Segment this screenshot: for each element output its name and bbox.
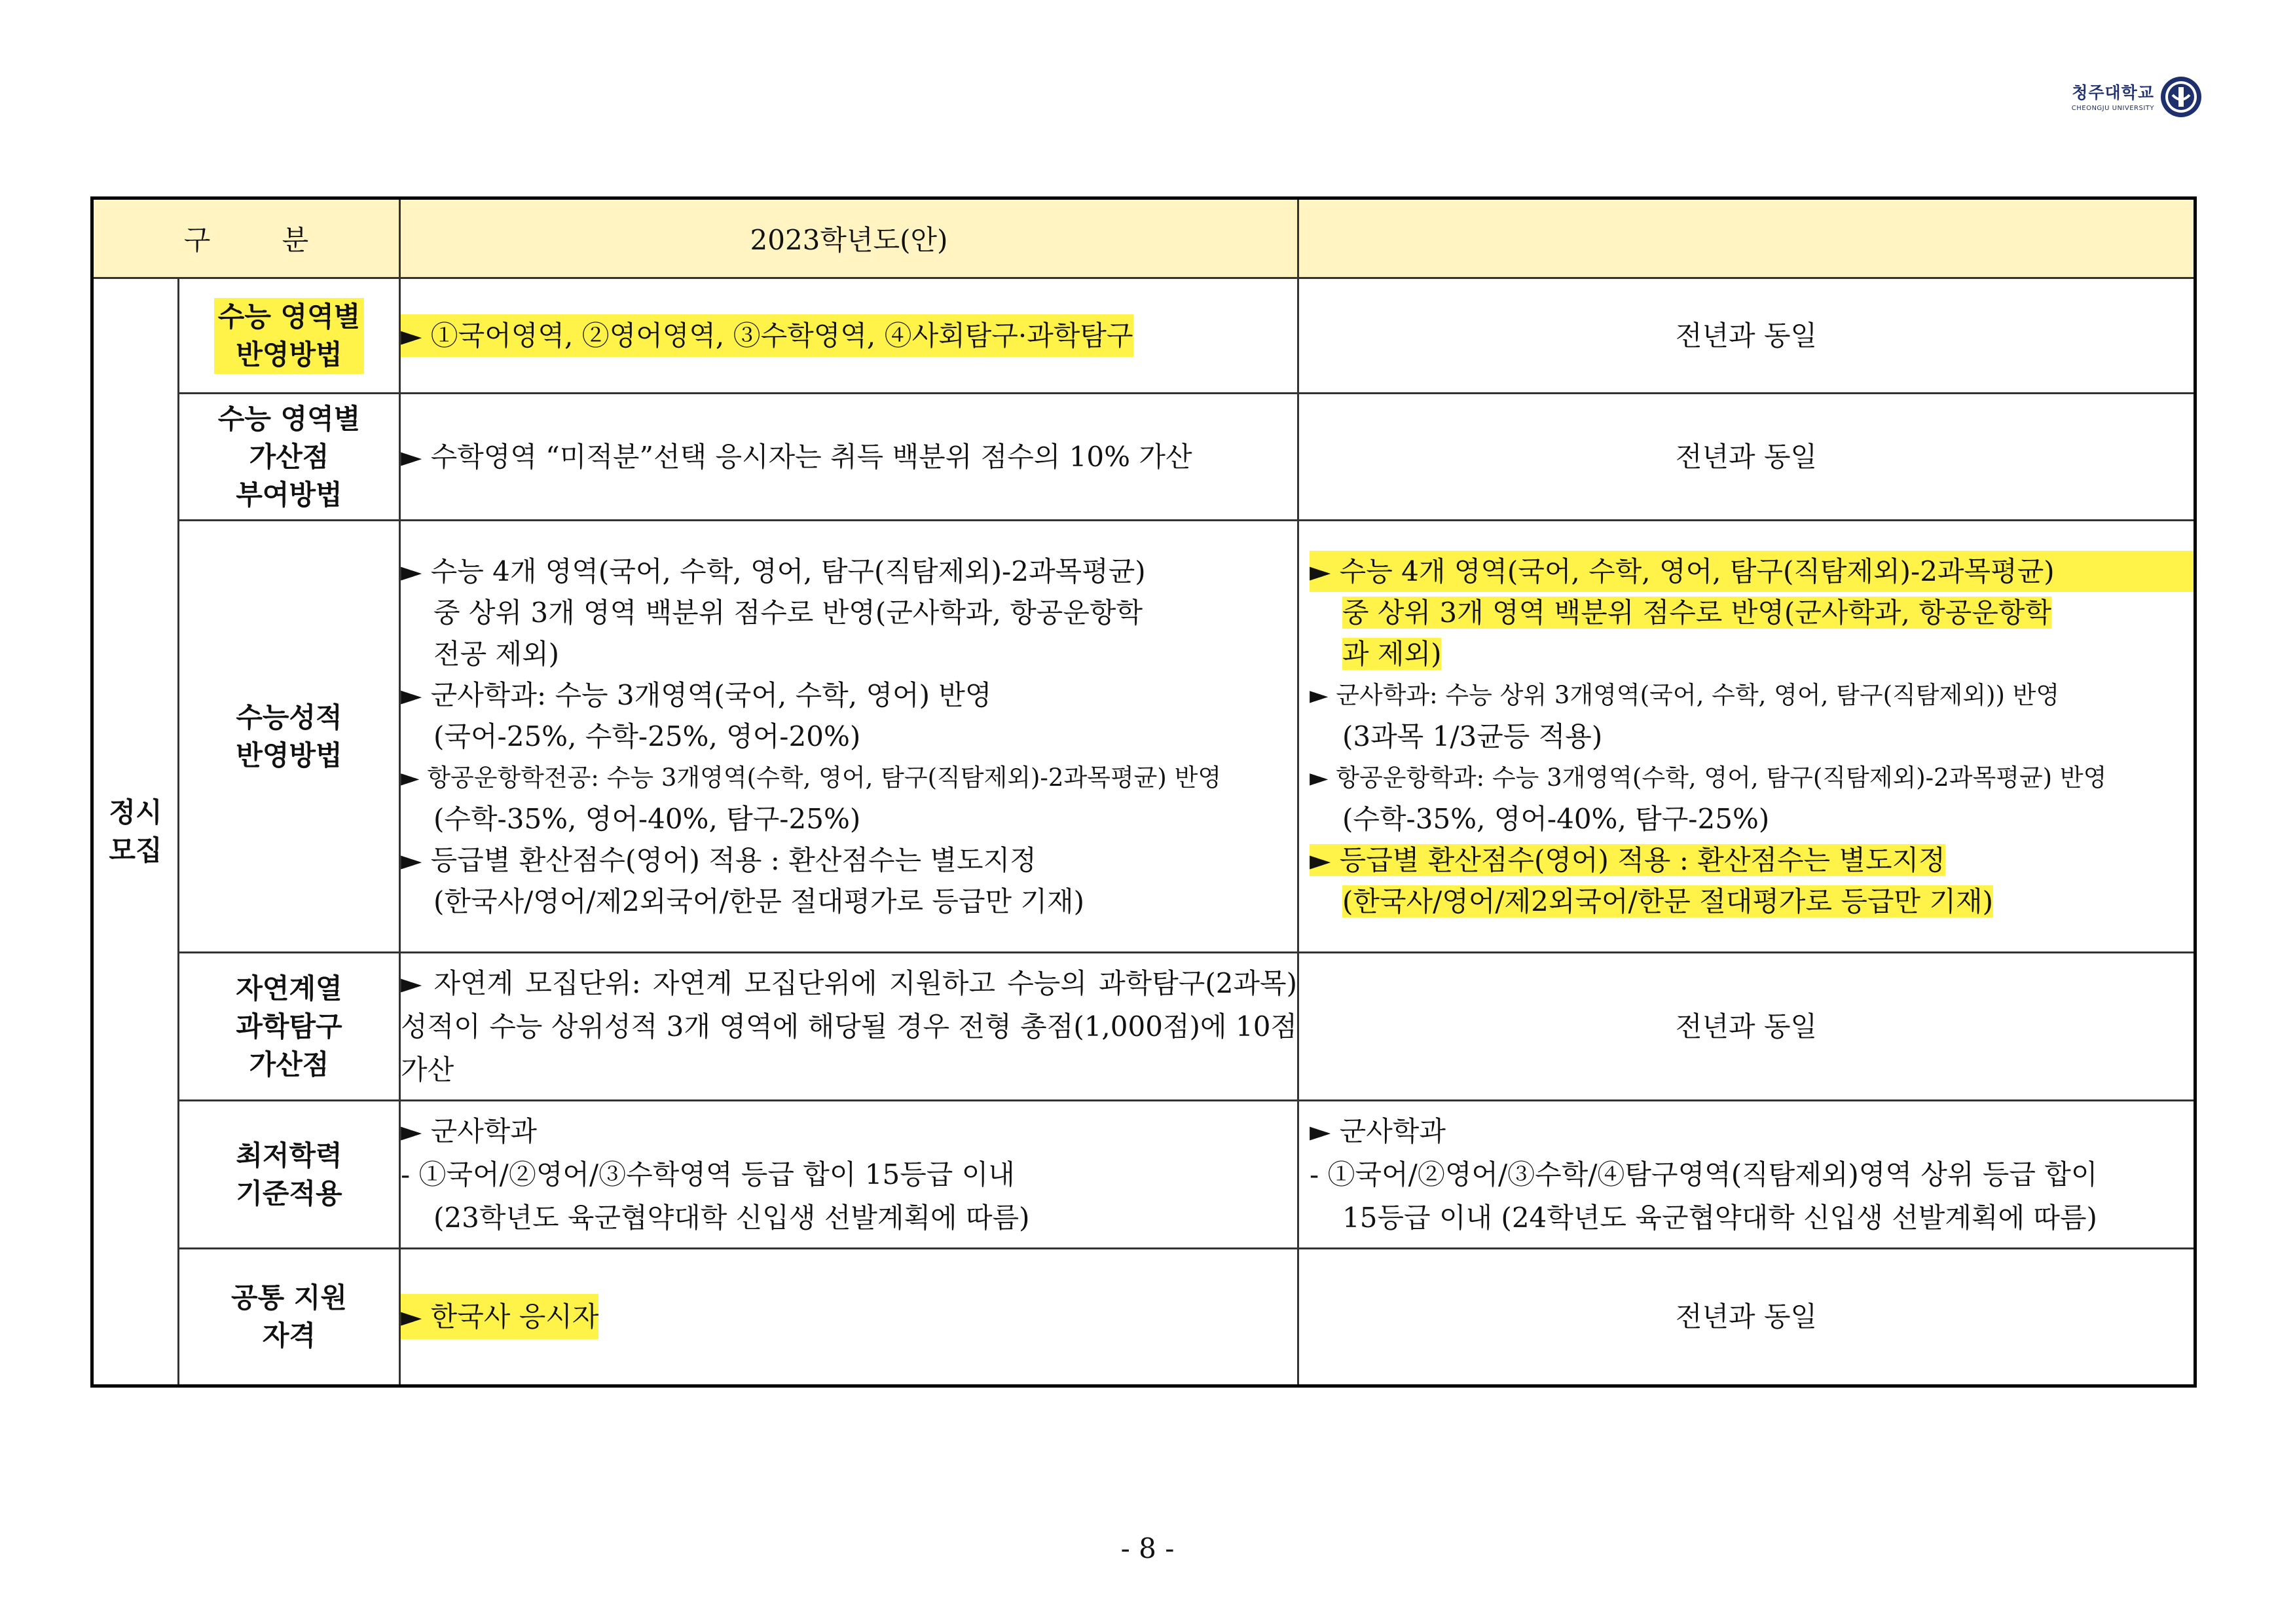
row-2023-science: ► 자연계 모집단위: 자연계 모집단위에 지원하고 수능의 과학탐구(2과목) 성적이 수능 상위성적 3개 영역에 해당될 경우 전형 총점(1,000점)에 10점 가산 (400, 953, 1298, 1101)
university-seal-icon (2159, 75, 2203, 119)
row-2024-eligibility: 전년과 동일 (1298, 1249, 2195, 1386)
row-label-eligibility: 공통 지원 자격 (179, 1249, 400, 1386)
logo-name-en: CHEONGJU UNIVERSITY (2071, 105, 2154, 112)
header-category: 구 분 (92, 198, 400, 278)
table-header-row (92, 198, 2195, 278)
row-2024-minimum: ► 군사학과 - ①국어/②영어/③수학/④탐구영역(직탐제외)영역 상위 등급 합이 15등급 이내 (24학년도 육군협약대학 신입생 선발계획에 따름) (1298, 1101, 2195, 1249)
table-row (92, 278, 2195, 394)
row-label-bonus: 수능 영역별 가산점 부여방법 (179, 394, 400, 521)
row-2023-bonus: ► 수학영역 “미적분”선택 응시자는 취득 백분위 점수의 10% 가산 (400, 394, 1298, 521)
row-label-minimum: 최저학력 기준적용 (179, 1101, 400, 1249)
row-label-reflection: 수능 영역별 반영방법 (179, 278, 400, 394)
row-2024-bonus: 전년과 동일 (1298, 394, 2195, 521)
row-label-score: 수능성적 반영방법 (179, 521, 400, 953)
category-cell (92, 278, 179, 1386)
table-row (92, 521, 2195, 953)
row-2024-reflection: 전년과 동일 (1298, 278, 2195, 394)
table-row (92, 1101, 2195, 1249)
header-2023: 2023학년도(안) (400, 198, 1298, 278)
category-line-2: 모집 (109, 834, 162, 866)
row-2023-score: ► 수능 4개 영역(국어, 수학, 영어, 탐구(직탐제외)-2과목평균) 중 상위 3개 영역 백분위 점수로 반영(군사학과, 항공운항학 전공 제외) ► 군사학과: 수능 3개영역(국어, 수학, 영어) 반영 (국어-25%, 수학-25%, 영어-20%) ► 항공운항학전공: 수능 3개영역(수학, 영어, 탐구(직탐제외)-2과목평균) 반영 (수학-35%, 영어-40%, 탐구-25%) ► 등급별 환산점수(영어) 적용 : 환산점수는 별도지정 (한국사/영어/제2외국어/한문 절대평가로 등급만 기재) (400, 521, 1298, 953)
table-row (92, 953, 2195, 1101)
row-2024-score: ► 수능 4개 영역(국어, 수학, 영어, 탐구(직탐제외)-2과목평균) 중 상위 3개 영역 백분위 점수로 반영(군사학과, 항공운항학 과 제외) ► 군사학과: 수능 상위 3개영역(국어, 수학, 영어, 탐구(직탐제외)) 반영 (3과목 1/3균등 적용) ► 항공운항학과: 수능 3개영역(수학, 영어, 탐구(직탐제외)-2과목평균) 반영 (수학-35%, 영어-40%, 탐구-25%) ► 등급별 환산점수(영어) 적용 : 환산점수는 별도지정 (한국사/영어/제2외국어/한문 절대평가로 등급만 기재) (1298, 521, 2195, 953)
category-line-1: 정시 (109, 796, 162, 828)
header-empty (1298, 198, 2195, 278)
row-2024-science: 전년과 동일 (1298, 953, 2195, 1101)
table-row (92, 1249, 2195, 1386)
row-label-science: 자연계열 과학탐구 가산점 (179, 953, 400, 1101)
university-logo (2049, 73, 2200, 126)
logo-name-kr: 청주대학교 (2072, 83, 2154, 102)
page-number: - 8 - (1120, 1532, 1175, 1564)
row-2023-eligibility: ► 한국사 응시자 (400, 1249, 1298, 1386)
logo-text (2049, 80, 2154, 112)
table-row (92, 394, 2195, 521)
row-2023-reflection: ► ①국어영역, ②영어영역, ③수학영역, ④사회탐구·과학탐구 (400, 278, 1298, 394)
row-2023-minimum: ► 군사학과 - ①국어/②영어/③수학영역 등급 합이 15등급 이내 (23학년도 육군협약대학 신입생 선발계획에 따름) (400, 1101, 1298, 1249)
admission-comparison-table (90, 196, 2197, 1388)
